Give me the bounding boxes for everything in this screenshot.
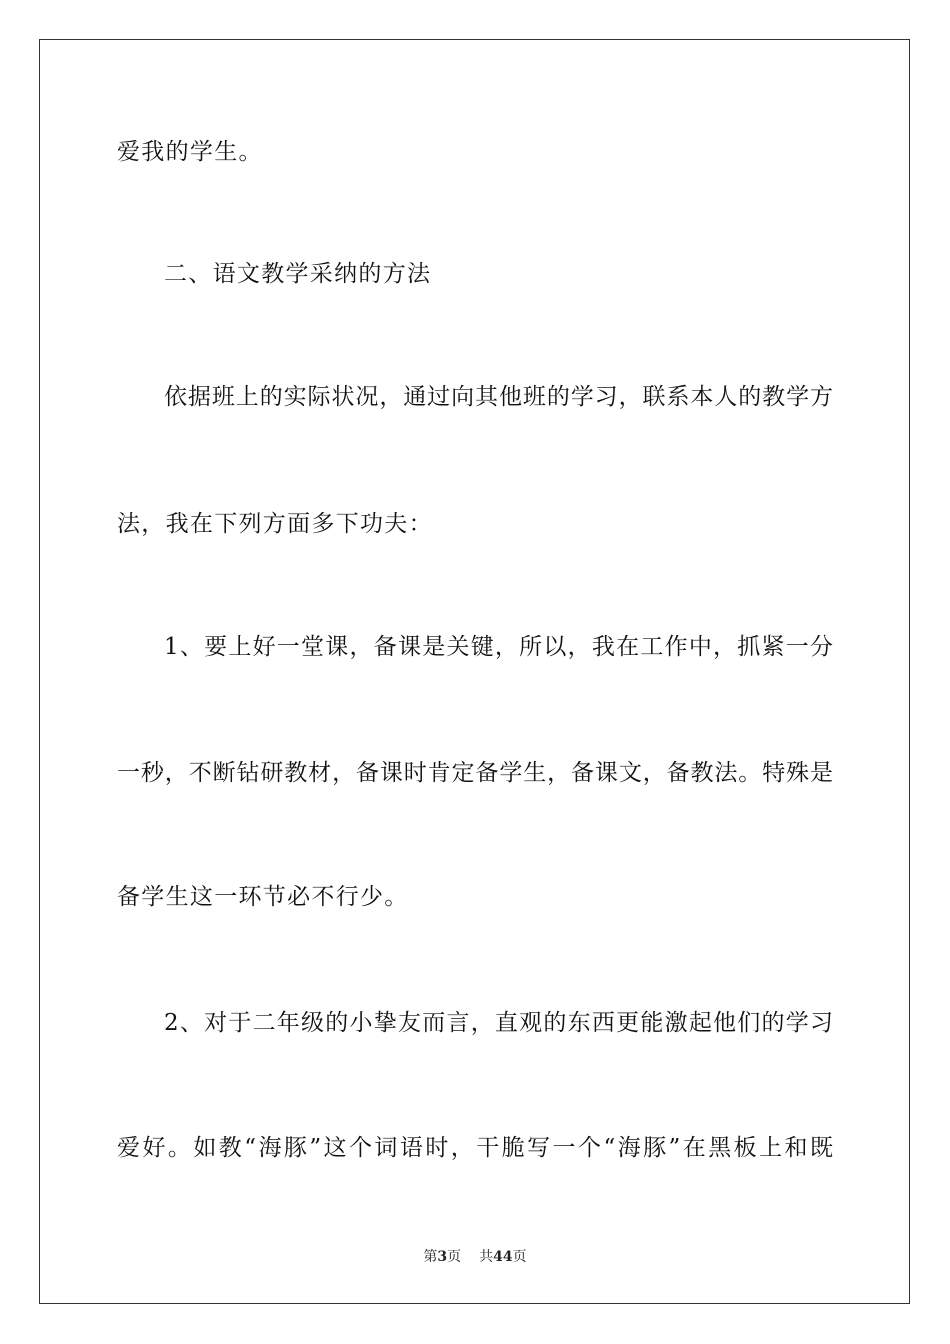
text-line: 2、对于二年级的小挚友而言，直观的东西更能激起他们的学习 (164, 1010, 833, 1036)
total-pages: 44 (493, 1249, 513, 1265)
page-number: 3 (437, 1249, 448, 1265)
text-line: 1、要上好一堂课，备课是关键，所以，我在工作中，抓紧一分 (164, 634, 833, 660)
text-line: 爱好。如教“海豚”这个词语时，干脆写一个“海豚”在黑板上和既 (117, 1135, 833, 1161)
page-footer (0, 1248, 950, 1266)
text-line: 法，我在下列方面多下功夫： (117, 511, 433, 537)
total-prefix: 共 (479, 1249, 494, 1265)
text-line: 备学生这一环节必不行少。 (117, 884, 409, 910)
text-line: 爱我的学生。 (117, 139, 263, 165)
text-line: 依据班上的实际状况，通过向其他班的学习，联系本人的教学方 (164, 384, 833, 410)
text-line: 一秒，不断钻研教材，备课时肯定备学生，备课文，备教法。特殊是 (117, 760, 833, 786)
page-suffix: 页 (447, 1249, 462, 1265)
total-suffix: 页 (512, 1249, 527, 1265)
page-frame (39, 39, 910, 1304)
page-prefix: 第 (423, 1249, 438, 1265)
section-heading: 二、语文教学采纳的方法 (164, 261, 432, 287)
